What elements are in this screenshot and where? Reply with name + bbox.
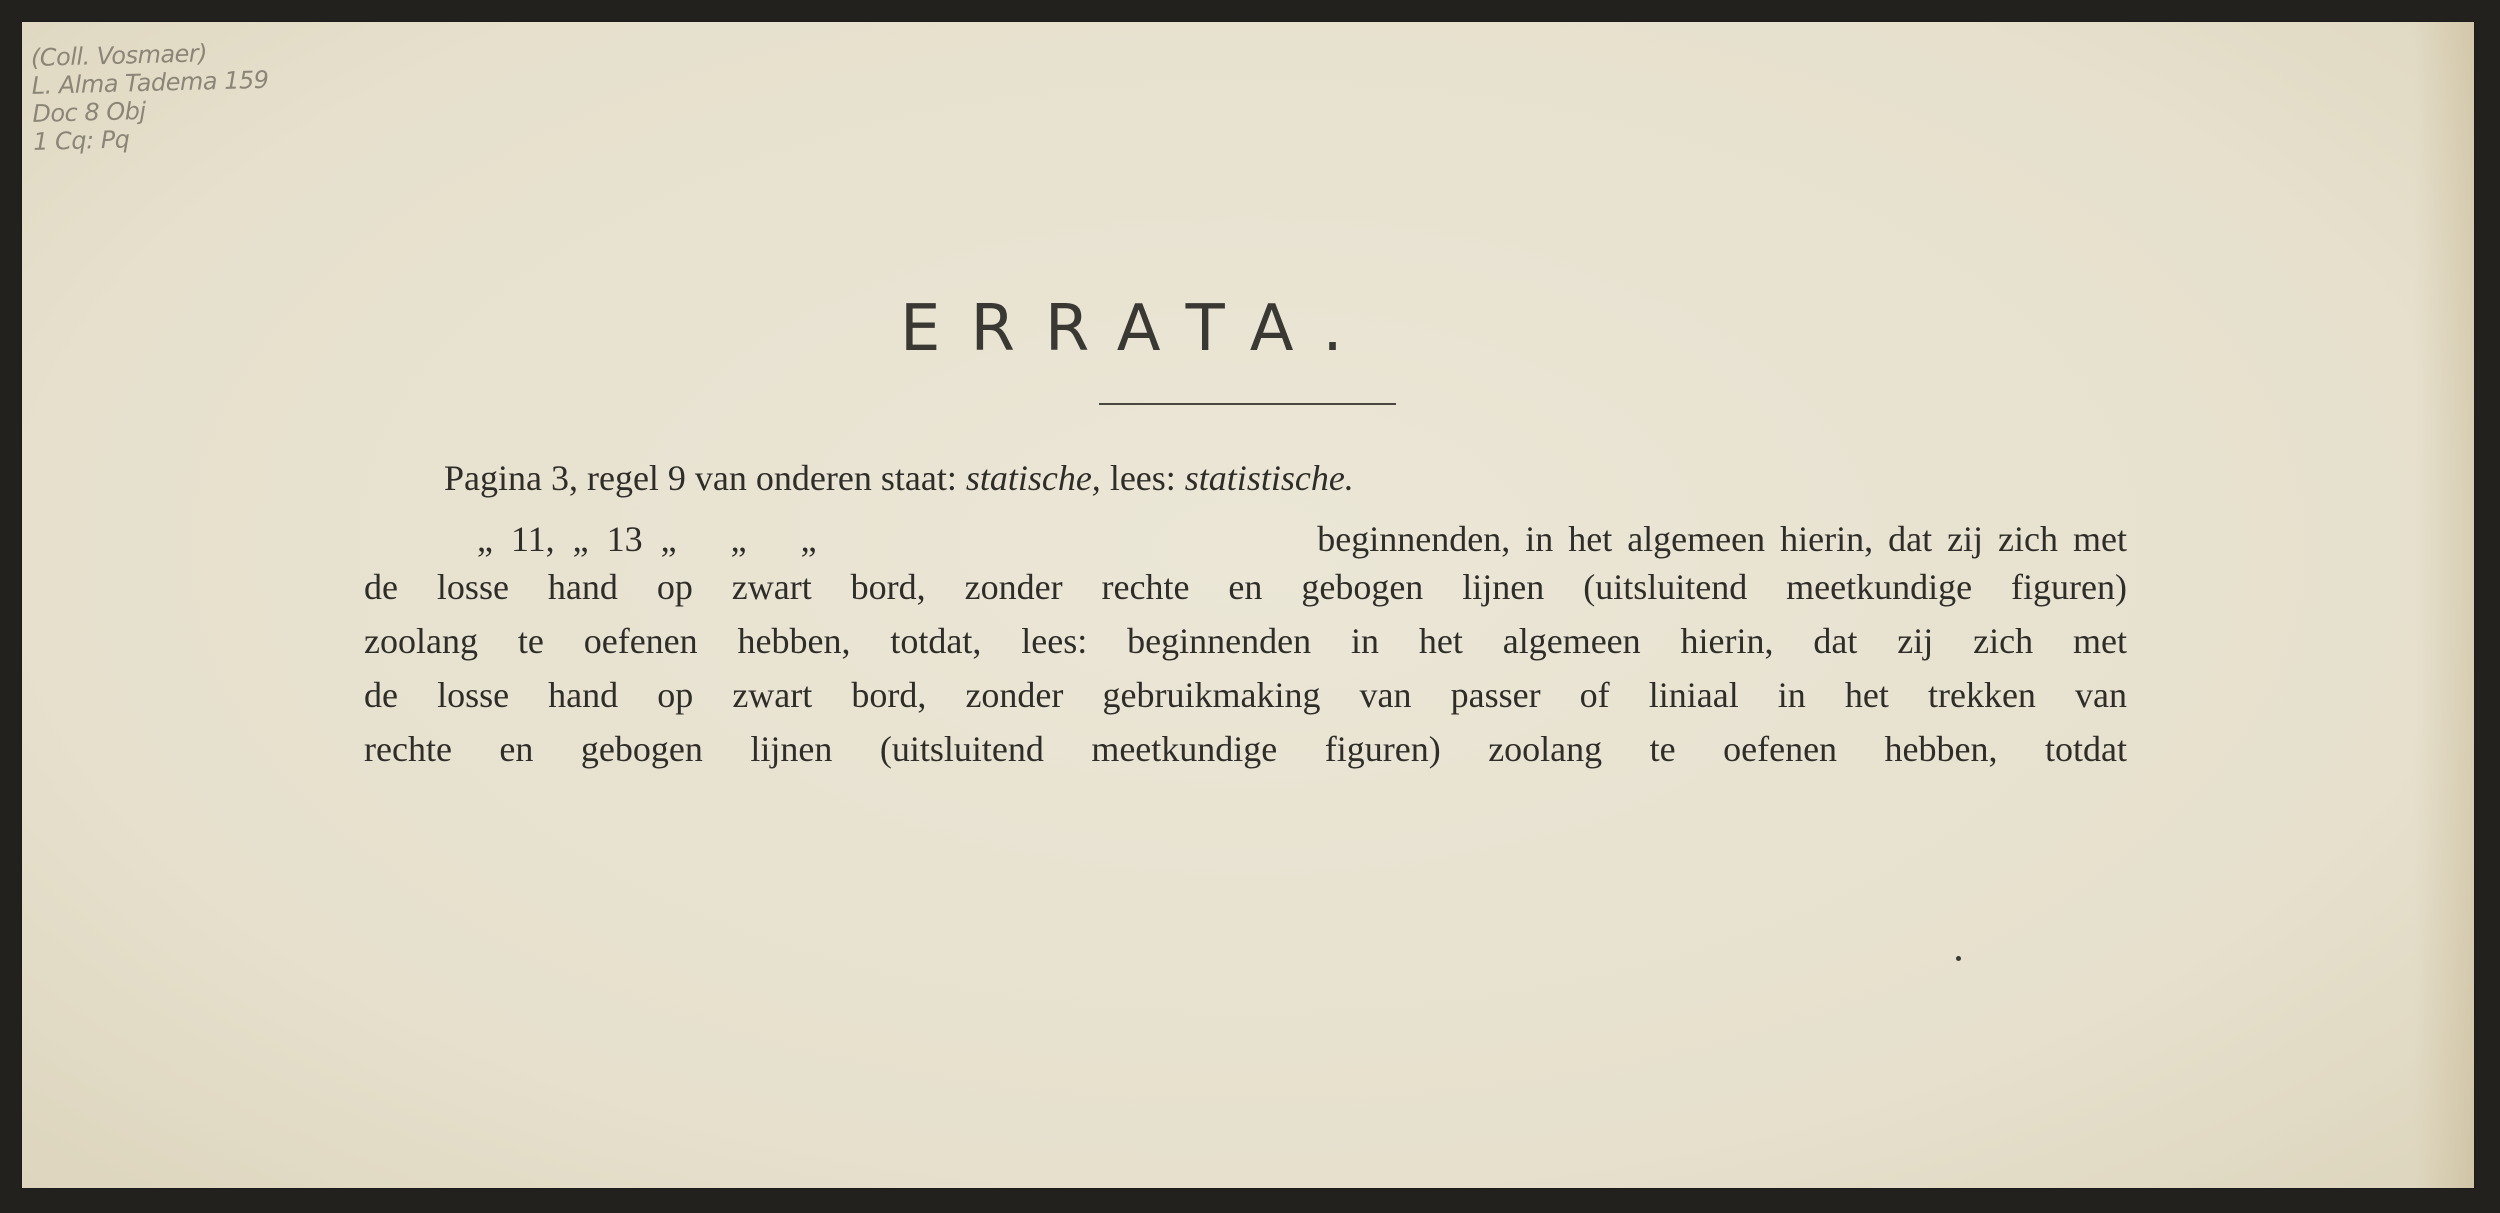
errata-line-2 [477, 512, 2127, 566]
title-divider [1099, 403, 1396, 405]
line-2-text: beginnenden, in het algemeen hierin, dat zij zich met [1317, 519, 2127, 559]
paper-edge-shading [2414, 22, 2474, 1188]
handwritten-archive-note [31, 36, 334, 156]
ditto-marks: „ 11, „ 13 „ „ „ [477, 519, 817, 559]
line-1-lees: lees: [1109, 458, 1176, 498]
line-1-prefix: Pagina 3, regel 9 van onderen staat: [444, 458, 957, 498]
errata-title: ERRATA. [900, 292, 1373, 366]
errata-line-1 [444, 451, 1354, 505]
handwritten-line: (Coll. Vosmaer) [30, 39, 208, 72]
handwritten-line: 1 Cq: Pq [32, 125, 130, 156]
handwritten-line: L. Alma Tadema 159 [31, 65, 269, 100]
errata-line-6: rechte en gebogen lijnen (uitsluitend meetkundige figuren) zoolang te oefenen hebben, totdat [364, 729, 2127, 769]
errata-line-4: zoolang te oefenen hebben, totdat, lees: beginnenden in het algemeen hierin, dat zij zich met [364, 621, 2127, 661]
ink-speck [1956, 956, 1961, 961]
wrong-word: statische, [965, 458, 1101, 498]
errata-line-3: de losse hand op zwart bord, zonder rechte en gebogen lijnen (uitsluitend meetkundige figuren) [364, 567, 2127, 607]
handwritten-line: Doc 8 Obj [32, 96, 146, 128]
errata-sheet [22, 22, 2474, 1188]
errata-line-5: de losse hand op zwart bord, zonder gebruikmaking van passer of liniaal in het trekken van [364, 675, 2127, 715]
correct-word: statistische. [1184, 458, 1354, 498]
